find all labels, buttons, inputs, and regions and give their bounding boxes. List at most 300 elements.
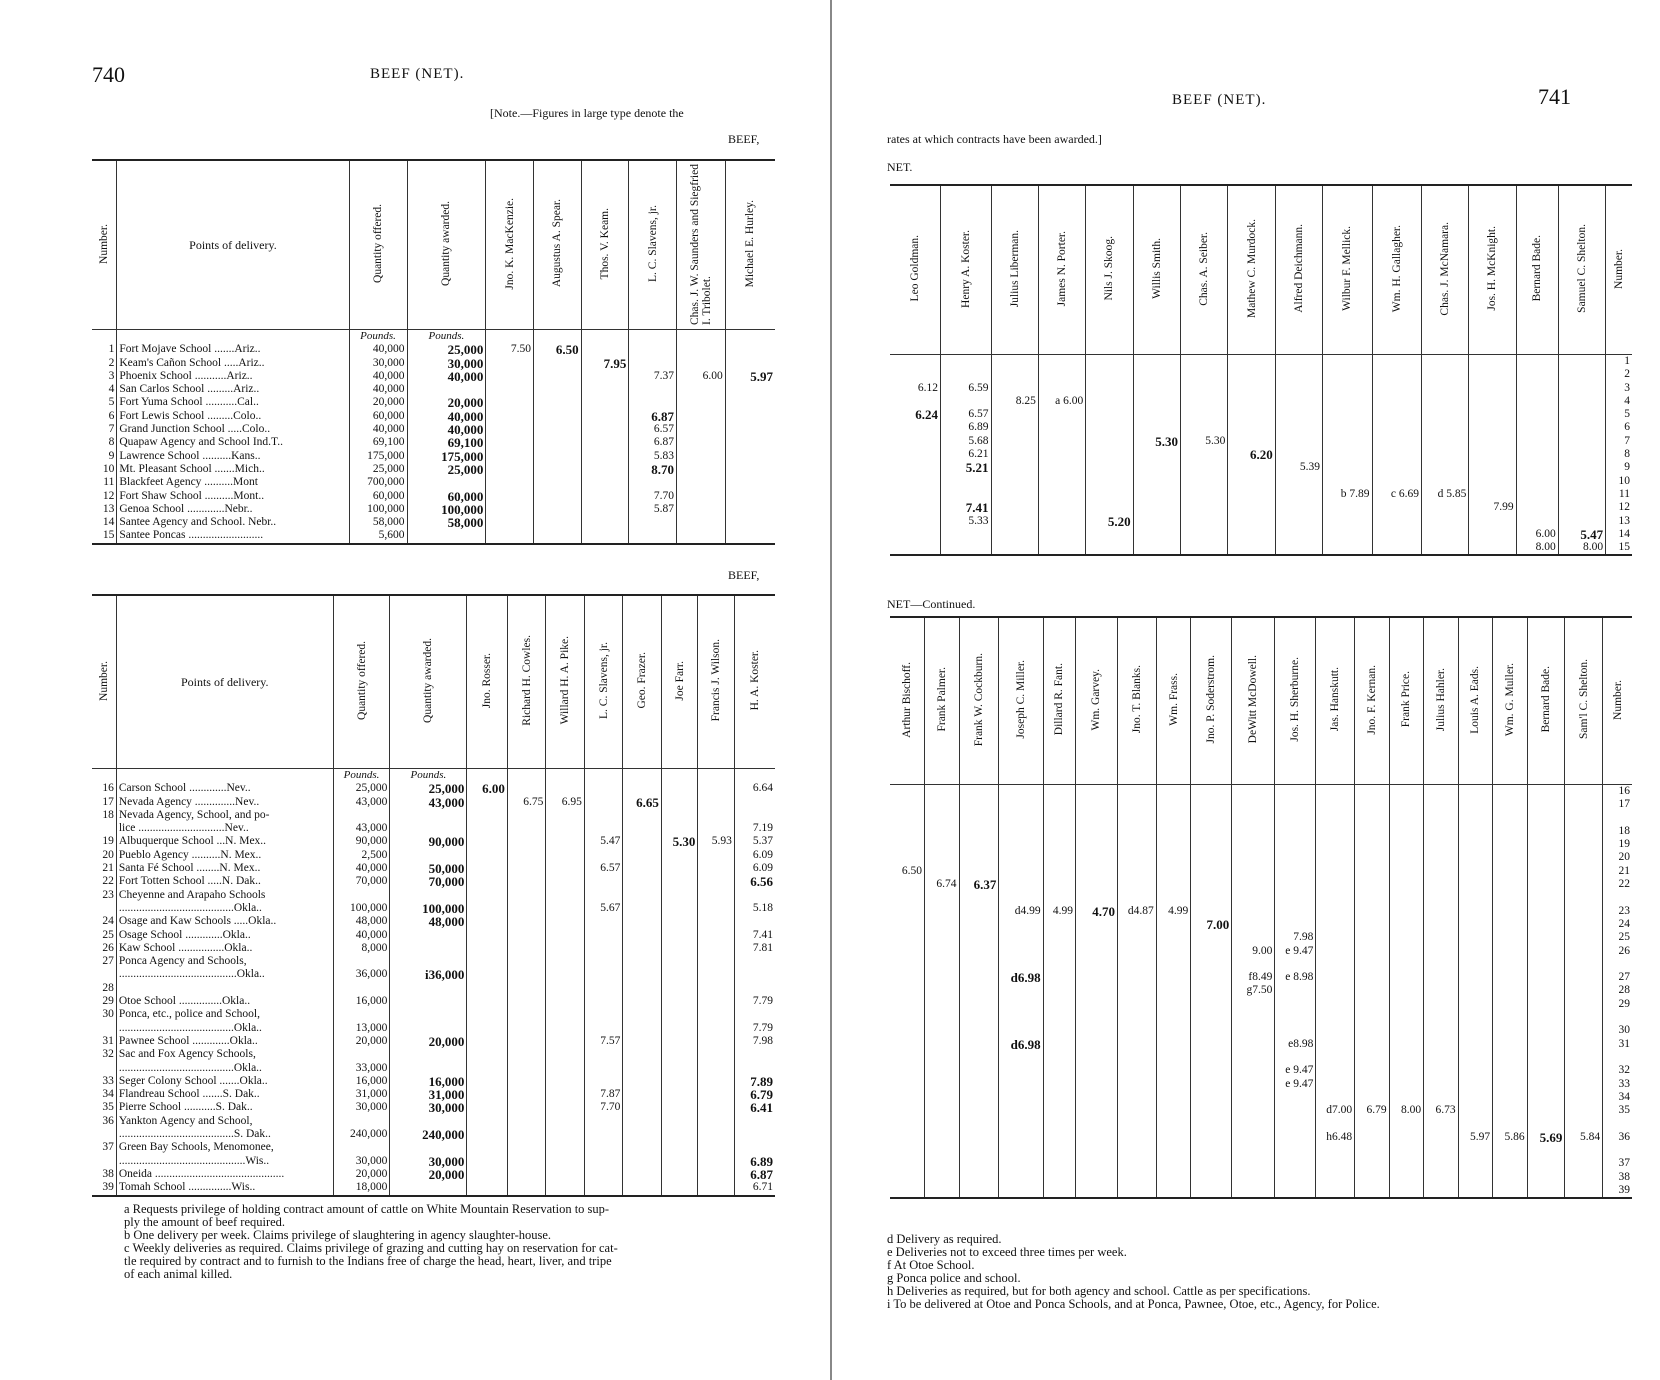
table-cell xyxy=(1232,1157,1275,1170)
table-cell xyxy=(581,529,629,543)
table-row xyxy=(92,1101,775,1114)
table-cell xyxy=(1275,891,1316,904)
table-cell xyxy=(333,982,390,995)
table-cell xyxy=(1565,851,1603,864)
table-cell: 5.30 xyxy=(1180,435,1227,448)
table-cell xyxy=(1038,435,1085,448)
table-cell xyxy=(1527,878,1565,891)
table-row xyxy=(890,528,1632,541)
table-cell xyxy=(677,436,726,449)
table-cell: 9 xyxy=(1606,461,1632,474)
table-cell xyxy=(581,436,629,449)
table-row xyxy=(890,891,1632,904)
table-row xyxy=(92,968,775,981)
table-cell: 5.97 xyxy=(725,370,775,383)
table-cell xyxy=(1355,1038,1390,1051)
table-cell: 2 xyxy=(108,356,115,369)
table-cell: 15 xyxy=(1606,541,1632,555)
table-cell xyxy=(1355,891,1390,904)
table-cell xyxy=(507,809,546,822)
table-cell xyxy=(584,1181,623,1195)
table-cell xyxy=(1458,1117,1493,1130)
table-cell xyxy=(1493,945,1528,958)
column-header: Jno. K. MacKenzie. xyxy=(486,160,534,330)
table-cell: 6.57 xyxy=(584,862,623,875)
table-cell xyxy=(1493,838,1528,851)
table-cell: 16,000 xyxy=(390,1075,467,1088)
table-cell xyxy=(890,1157,925,1170)
table-cell xyxy=(1565,945,1603,958)
table-cell xyxy=(1469,435,1516,448)
table-cell xyxy=(1180,448,1227,461)
table-cell xyxy=(1180,488,1227,501)
table-cell xyxy=(1075,931,1117,944)
table-cell xyxy=(1228,395,1275,408)
table-cell: 6.50 xyxy=(533,343,581,356)
table-cell xyxy=(1389,891,1424,904)
table-cell xyxy=(1565,878,1603,891)
table-cell xyxy=(467,1168,508,1181)
table-cell xyxy=(1232,1011,1275,1024)
table-cell xyxy=(1527,1157,1565,1170)
table-cell xyxy=(584,1128,623,1141)
table-cell xyxy=(1232,1038,1275,1051)
table-cell xyxy=(1565,1104,1603,1117)
table-cell: 43,000 xyxy=(333,822,390,835)
table-cell xyxy=(533,503,581,516)
table-cell: d 5.85 xyxy=(1421,488,1468,501)
table-cell xyxy=(1275,368,1322,381)
table-cell xyxy=(1323,501,1372,514)
table-cell xyxy=(1424,1011,1459,1024)
table-cell: 6.74 xyxy=(925,878,960,891)
column-header: Number. xyxy=(92,595,116,769)
table-cell xyxy=(1275,475,1322,488)
table-cell: 33 xyxy=(102,1074,114,1087)
table-cell xyxy=(890,984,925,997)
table-cell xyxy=(1527,1117,1565,1130)
table-cell xyxy=(1133,448,1180,461)
table-cell xyxy=(1180,501,1227,514)
table-cell xyxy=(725,490,775,503)
table-cell xyxy=(1493,812,1528,825)
footnote-line: g Ponca police and school. xyxy=(887,1271,1021,1285)
table-cell xyxy=(1180,355,1227,369)
table-cell xyxy=(1389,1117,1424,1130)
table-cell xyxy=(725,476,775,489)
table-cell xyxy=(1232,1171,1275,1184)
table-cell xyxy=(1558,368,1605,381)
table-cell xyxy=(1527,998,1565,1011)
table-cell xyxy=(1316,1184,1355,1198)
table-cell xyxy=(661,849,697,862)
table-cell xyxy=(546,995,585,1008)
table-cell: 6.00 xyxy=(467,782,508,795)
table-cell xyxy=(959,1157,999,1170)
table-cell xyxy=(1458,1144,1493,1157)
table-cell: 6.57 xyxy=(629,423,677,436)
table-cell: Kaw School ................Okla.. xyxy=(116,942,333,955)
table-cell xyxy=(661,1048,697,1061)
table-row xyxy=(92,849,775,862)
table-cell xyxy=(1323,435,1372,448)
table-cell xyxy=(991,368,1038,381)
table-cell xyxy=(1527,1184,1565,1198)
table-cell: 25,000 xyxy=(407,343,486,356)
table-cell xyxy=(333,889,390,902)
table-cell xyxy=(890,1104,925,1117)
table-cell xyxy=(1458,785,1493,799)
table-cell xyxy=(1565,1171,1603,1184)
table-cell xyxy=(1228,382,1275,395)
table-cell xyxy=(959,918,999,931)
table-cell xyxy=(1355,1157,1390,1170)
table-cell xyxy=(1527,865,1565,878)
table-row xyxy=(92,1168,775,1181)
table-cell xyxy=(1389,865,1424,878)
table-cell xyxy=(1389,798,1424,811)
table-cell xyxy=(1133,368,1180,381)
table-cell xyxy=(507,1168,546,1181)
table-cell xyxy=(661,1101,697,1114)
table-cell xyxy=(925,812,960,825)
table-cell: e 9.47 xyxy=(1275,1064,1316,1077)
table-cell xyxy=(734,1048,775,1061)
table-row xyxy=(890,1011,1632,1024)
table-cell xyxy=(1565,1051,1603,1064)
table-cell xyxy=(1043,1024,1075,1037)
table-cell xyxy=(629,516,677,529)
table-cell xyxy=(581,410,629,423)
table-cell xyxy=(581,423,629,436)
table-cell xyxy=(1228,501,1275,514)
table-cell xyxy=(623,902,662,915)
table-cell xyxy=(1424,838,1459,851)
table-cell: 5.21 xyxy=(941,461,992,474)
table-cell: 30,000 xyxy=(333,1101,390,1114)
table-cell xyxy=(1038,515,1085,528)
table-cell xyxy=(486,370,534,383)
table-cell: 36 xyxy=(1603,1131,1632,1144)
unit-label xyxy=(533,330,581,344)
table-cell xyxy=(698,929,734,942)
table-cell: 8.00 xyxy=(1558,541,1605,555)
table-cell xyxy=(1355,918,1390,931)
table-cell: 29 xyxy=(1603,998,1632,1011)
table-cell: 5.33 xyxy=(941,515,992,528)
table-cell xyxy=(467,1181,508,1195)
table-row xyxy=(92,503,775,516)
table-cell: 3 xyxy=(108,369,115,382)
table-cell xyxy=(1191,812,1232,825)
table-cell xyxy=(999,1144,1043,1157)
table-cell: 6.87 xyxy=(629,410,677,423)
table-row xyxy=(92,1075,775,1088)
table-cell xyxy=(1232,1144,1275,1157)
table-row xyxy=(92,396,775,409)
table-cell xyxy=(698,995,734,1008)
table-cell xyxy=(1275,1157,1316,1170)
table-cell: 4 xyxy=(1606,395,1632,408)
table-cell xyxy=(1424,812,1459,825)
table-cell xyxy=(1603,1144,1632,1157)
table-cell xyxy=(1133,528,1180,541)
table-cell: 4.99 xyxy=(1043,905,1075,918)
table-cell: 8.25 xyxy=(991,395,1038,408)
table-cell xyxy=(1191,905,1232,918)
table-cell xyxy=(546,1035,585,1048)
table-row xyxy=(890,1091,1632,1104)
table-cell xyxy=(1421,421,1468,434)
table-cell xyxy=(661,1075,697,1088)
table-cell xyxy=(677,396,726,409)
table-row xyxy=(92,450,775,463)
table-cell: 70,000 xyxy=(390,875,467,888)
table-cell xyxy=(1275,798,1316,811)
table-cell xyxy=(467,1088,508,1101)
table-cell xyxy=(1117,1078,1156,1091)
table-cell xyxy=(467,1062,508,1075)
table-cell: 38 xyxy=(1603,1171,1632,1184)
table-cell xyxy=(1043,1157,1075,1170)
table-cell: 6.79 xyxy=(734,1088,775,1101)
table-cell: 13 xyxy=(1606,515,1632,528)
table-row xyxy=(92,516,775,529)
table-row xyxy=(92,1141,775,1154)
table-cell xyxy=(467,902,508,915)
table-cell xyxy=(1232,998,1275,1011)
table-cell xyxy=(467,942,508,955)
table-cell xyxy=(390,849,467,862)
table-cell xyxy=(959,1091,999,1104)
table-cell: 69,100 xyxy=(407,436,486,449)
table-cell xyxy=(467,982,508,995)
table-cell xyxy=(1086,421,1133,434)
unit-label xyxy=(116,769,333,783)
table-cell xyxy=(661,1008,697,1021)
table-cell: 17 xyxy=(102,795,114,808)
table-cell xyxy=(1527,945,1565,958)
table-cell xyxy=(1180,382,1227,395)
table-cell xyxy=(890,515,941,528)
table-cell xyxy=(1558,448,1605,461)
unit-label xyxy=(661,769,697,783)
table-cell xyxy=(546,782,585,795)
table-cell xyxy=(1043,945,1075,958)
table-cell: 25 xyxy=(102,928,114,941)
table-cell xyxy=(1191,838,1232,851)
table-cell xyxy=(467,1008,508,1021)
table-cell xyxy=(1372,435,1421,448)
table-cell xyxy=(1458,891,1493,904)
table-cell xyxy=(1075,812,1117,825)
table-cell xyxy=(1565,838,1603,851)
table-cell xyxy=(1565,865,1603,878)
table-cell xyxy=(1527,1078,1565,1091)
table-cell xyxy=(698,902,734,915)
table-cell xyxy=(1117,838,1156,851)
table-cell xyxy=(533,423,581,436)
table-cell xyxy=(1191,958,1232,971)
table-cell xyxy=(1043,1011,1075,1024)
table-cell xyxy=(1493,1091,1528,1104)
table-cell xyxy=(1075,1184,1117,1198)
table-cell xyxy=(661,968,697,981)
table-cell xyxy=(1086,355,1133,369)
table-cell xyxy=(991,461,1038,474)
table-cell xyxy=(1043,891,1075,904)
table-cell: 58,000 xyxy=(407,516,486,529)
table-row xyxy=(890,1038,1632,1051)
table-cell xyxy=(1117,1131,1156,1144)
table-cell xyxy=(661,915,697,928)
table-cell xyxy=(507,835,546,848)
table-cell xyxy=(467,1022,508,1035)
table-cell: 27 xyxy=(1603,971,1632,984)
table-cell: 22 xyxy=(102,875,114,888)
table-cell xyxy=(1424,984,1459,997)
table-cell: 30,000 xyxy=(390,1155,467,1168)
table-cell: 6.89 xyxy=(941,421,992,434)
table-row xyxy=(92,529,775,543)
table-cell: 7.41 xyxy=(941,501,992,514)
table-row xyxy=(890,998,1632,1011)
table-row xyxy=(92,1155,775,1168)
table-cell xyxy=(1355,1024,1390,1037)
table-cell xyxy=(999,1064,1043,1077)
table-cell: 58,000 xyxy=(349,516,407,529)
table-cell xyxy=(999,891,1043,904)
table-cell: Ponca, etc., police and School, xyxy=(116,1008,333,1021)
table-cell xyxy=(1421,435,1468,448)
table-cell: h6.48 xyxy=(1316,1131,1355,1144)
table-cell xyxy=(1117,1051,1156,1064)
table-cell xyxy=(507,902,546,915)
footnote-line: f At Otoe School. xyxy=(887,1258,975,1272)
table-cell xyxy=(1275,905,1316,918)
table-row xyxy=(92,955,775,968)
unit-label xyxy=(698,769,734,783)
table-cell xyxy=(1421,408,1468,421)
table-cell xyxy=(1527,958,1565,971)
table-cell xyxy=(1469,408,1516,421)
table-cell: 31 xyxy=(1603,1038,1632,1051)
table-cell xyxy=(584,849,623,862)
table-cell xyxy=(1086,475,1133,488)
section-label: NET. xyxy=(887,160,913,174)
table-cell xyxy=(1323,515,1372,528)
table-cell xyxy=(1117,851,1156,864)
table-cell xyxy=(661,1062,697,1075)
column-header: Francis J. Wilson. xyxy=(698,595,734,769)
table-row xyxy=(92,1181,775,1195)
table-cell: 8 xyxy=(1606,448,1632,461)
table-cell xyxy=(1493,1011,1528,1024)
table-cell xyxy=(1275,541,1322,555)
unit-label: Pounds. xyxy=(407,330,486,344)
table-cell xyxy=(1424,851,1459,864)
table-cell xyxy=(390,1048,467,1061)
table-cell xyxy=(1228,461,1275,474)
note: [Note.—Figures in large type denote the xyxy=(490,106,684,120)
table-cell xyxy=(1424,958,1459,971)
table-cell: e 8.98 xyxy=(1275,971,1316,984)
table-cell xyxy=(584,942,623,955)
table-cell xyxy=(991,475,1038,488)
table-row xyxy=(92,809,775,822)
table-cell xyxy=(546,835,585,848)
table-cell: 60,000 xyxy=(349,490,407,503)
table-cell xyxy=(999,1131,1043,1144)
table-cell xyxy=(1075,1038,1117,1051)
table-cell xyxy=(1565,931,1603,944)
table-cell xyxy=(1603,1011,1632,1024)
table-cell: 6.00 xyxy=(1516,528,1558,541)
table-cell xyxy=(546,902,585,915)
table-cell xyxy=(1493,1117,1528,1130)
table-cell xyxy=(584,1155,623,1168)
table-cell xyxy=(467,1128,508,1141)
column-header: Frank W. Cockburn. xyxy=(959,617,999,785)
table-cell xyxy=(1421,541,1468,555)
table-cell: Phoenix School ...........Ariz.. xyxy=(117,370,349,383)
table-cell xyxy=(1075,891,1117,904)
table-cell: 5.39 xyxy=(1275,461,1322,474)
table-cell xyxy=(390,1008,467,1021)
table-cell xyxy=(1316,945,1355,958)
table-cell xyxy=(507,849,546,862)
table-cell xyxy=(623,1048,662,1061)
table-cell xyxy=(1117,785,1156,799)
table-cell xyxy=(1372,528,1421,541)
table-cell xyxy=(1565,1064,1603,1077)
table-cell: 5.47 xyxy=(584,835,623,848)
running-head: BEEF (NET). xyxy=(370,66,465,82)
table-cell xyxy=(1086,528,1133,541)
table-cell xyxy=(1565,1024,1603,1037)
table-cell xyxy=(1527,918,1565,931)
table-cell xyxy=(959,931,999,944)
table-cell xyxy=(1389,1144,1424,1157)
table-cell: 38 xyxy=(102,1167,114,1180)
table-cell xyxy=(890,448,941,461)
table-cell xyxy=(1469,541,1516,555)
column-header: Jas. Hanskutt. xyxy=(1316,617,1355,785)
table-cell xyxy=(1565,825,1603,838)
table-cell xyxy=(1191,1184,1232,1198)
table-cell xyxy=(467,968,508,981)
table-cell xyxy=(1516,382,1558,395)
table-cell xyxy=(925,1131,960,1144)
table-cell xyxy=(1038,355,1085,369)
table-cell xyxy=(1558,395,1605,408)
table-cell xyxy=(1424,1144,1459,1157)
table-cell: g7.50 xyxy=(1232,984,1275,997)
table-cell xyxy=(1075,1104,1117,1117)
table-cell xyxy=(1424,1051,1459,1064)
table-cell xyxy=(661,1141,697,1154)
table-cell xyxy=(1516,515,1558,528)
column-header: Wm. G. Muller. xyxy=(1493,617,1528,785)
table-cell xyxy=(1275,1184,1316,1198)
table-cell xyxy=(734,1115,775,1128)
table-cell: 7.99 xyxy=(1469,501,1516,514)
table-cell xyxy=(1275,878,1316,891)
table-row xyxy=(890,541,1632,555)
table-row xyxy=(92,915,775,928)
table-cell xyxy=(1389,812,1424,825)
table-row xyxy=(890,945,1632,958)
